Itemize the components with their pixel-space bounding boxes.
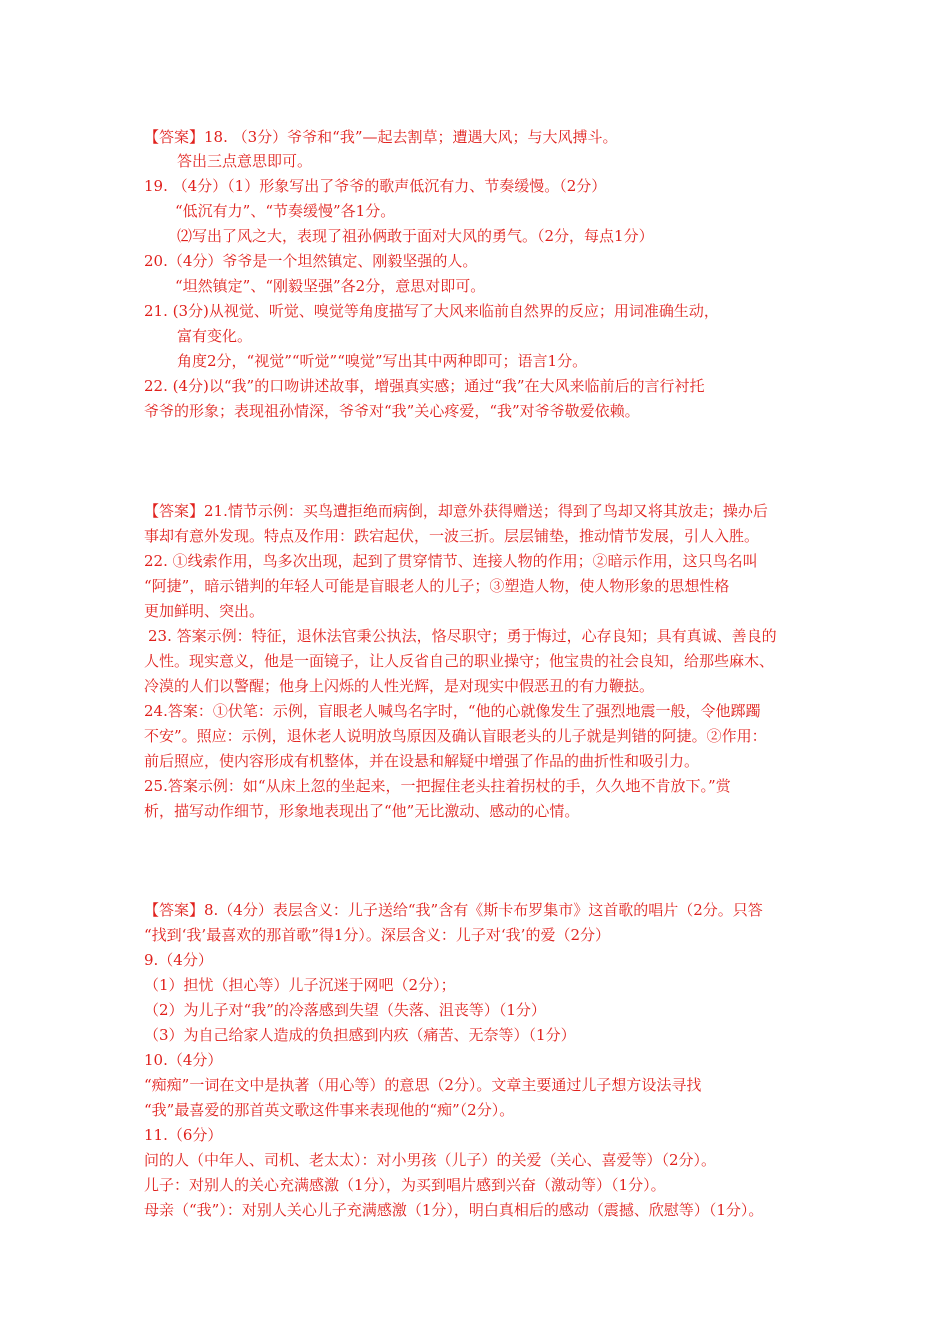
text-line: 【答案】18. （3分）爷爷和“我”—起去割草；遭遇大风；与大风搏斗。 [144,128,618,146]
text-line: 【答案】8.（4分）表层含义：儿子送给“我”含有《斯卡布罗集市》这首歌的唱片（2分。只答 [144,901,763,919]
text-line: 21. (3分)从视觉、听觉、嗅觉等角度描写了大风来临前自然界的反应；用词准确生动， [144,302,719,320]
text-line: （2）为儿子对“我”的冷落感到失望（失落、沮丧等）（1分） [144,1001,546,1019]
text-line: 22. (4分)以“我”的口吻讲述故事，增强真实感；通过“我”在大风来临前后的言行衬托 [144,377,705,395]
text-line: 22. ①线索作用，鸟多次出现，起到了贯穿情节、连接人物的作用；②暗示作用，这只鸟名叫 [144,552,758,570]
text-line: 母亲（“我”）：对别人关心儿子充满感激（1分），明白真相后的感动（震撼、欣慰等）（1分）。 [144,1201,764,1219]
text-line: 19. （4分）（1）形象写出了爷爷的歌声低沉有力、节奏缓慢。（2分） [144,177,607,195]
text-line: 儿子：对别人的关心充满感激（1分），为买到唱片感到兴奋（激动等）（1分）。 [144,1176,666,1194]
text-line: 冷漠的人们以警醒；他身上闪烁的人性光辉，是对现实中假恶丑的有力鞭挞。 [144,677,655,695]
text-line: 答出三点意思即可。 [177,152,313,170]
text-line: “坦然镇定”、“刚毅坚强”各2分，意思对即可。 [175,277,486,295]
text-line: “找到‘我’最喜欢的那首歌”得1分）。深层含义：儿子对‘我’的爱（2分） [144,926,610,944]
text-line: （1）担忧（担心等）儿子沉迷于网吧（2分）； [144,976,456,994]
text-line: ⑵写出了风之大，表现了祖孙俩敢于面对大风的勇气。（2分，每点1分） [177,227,654,245]
text-line: 人性。现实意义，他是一面镜子，让人反省自己的职业操守；他宝贵的社会良知，给那些麻木、 [144,652,775,670]
text-line: 前后照应，使内容形成有机整体，并在设悬和解疑中增强了作品的曲折性和吸引力。 [144,752,700,770]
text-line: 【答案】21.情节示例：买鸟遭拒绝而病倒，却意外获得赠送；得到了鸟却又将其放走；操办后 [144,502,768,520]
text-line: “我”最喜爱的那首英文歌这件事来表现他的“痴”（2分）。 [144,1101,515,1119]
text-line: 9.（4分） [144,951,213,969]
text-line: 角度2分，“视觉”“听觉”“嗅觉”写出其中两种即可；语言1分。 [177,352,588,370]
text-line: 25.答案示例：如“从床上忽的坐起来，一把握住老头拄着拐杖的手，久久地不肯放下。”赏 [144,777,731,795]
text-line: 富有变化。 [177,327,253,345]
text-line: 20.（4分）爷爷是一个坦然镇定、刚毅坚强的人。 [144,252,478,270]
text-line: 析，描写动作细节，形象地表现出了“他”无比激动、感动的心情。 [144,802,580,820]
text-line: “阿捷”，暗示错判的年轻人可能是盲眼老人的儿子；③塑造人物，使人物形象的思想性格 [144,577,730,595]
text-line: 问的人（中年人、司机、老太太）：对小男孩（儿子）的关爱（关心、喜爱等）（2分）。 [144,1151,717,1169]
text-line: “低沉有力”、“节奏缓慢”各1分。 [175,202,396,220]
text-line: 事却有意外发现。特点及作用：跌宕起伏，一波三折。层层铺垫，推动情节发展，引人入胜。 [144,527,760,545]
text-line: 更加鲜明、突出。 [144,602,265,620]
text-line: 11.（6分） [144,1126,223,1144]
text-line: （3）为自己给家人造成的负担感到内疚（痛苦、无奈等）（1分） [144,1026,576,1044]
text-line: 爷爷的形象；表现祖孙情深，爷爷对“我”关心疼爱，“我”对爷爷敬爱依赖。 [144,402,640,420]
text-line: 24.答案：①伏笔：示例，盲眼老人喊鸟名字时，“他的心就像发生了强烈地震一般，令他踯躅 [144,702,761,720]
text-line: 不安”。照应：示例，退休老人说明放鸟原因及确认盲眼老头的儿子就是判错的阿捷。②作用： [144,727,767,745]
text-line: 23. 答案示例：特征，退休法官秉公执法，恪尽职守；勇于悔过，心存良知；具有真诚、善良的 [148,627,777,645]
text-line: “痴痴”一词在文中是执著（用心等）的意思（2分）。文章主要通过儿子想方设法寻找 [144,1076,702,1094]
text-line: 10.（4分） [144,1051,223,1069]
